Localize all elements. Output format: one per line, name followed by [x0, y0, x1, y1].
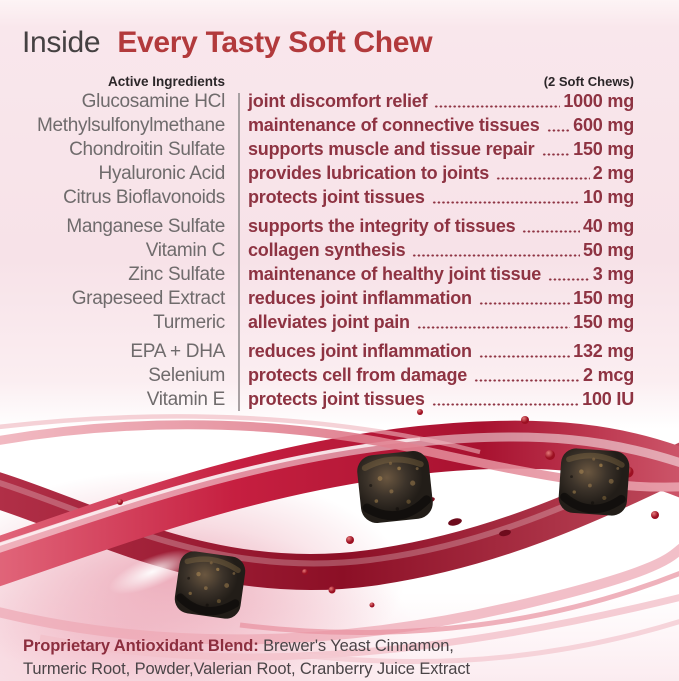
droplet — [370, 603, 375, 608]
ingredient-name: Methylsulfonylmethane — [36, 115, 225, 136]
benefit-cell — [238, 264, 642, 285]
benefit-cell — [238, 341, 642, 362]
column-divider — [238, 93, 240, 411]
benefit-text: reduces joint inflammation — [248, 341, 472, 361]
amount-value: 1000 mg — [563, 91, 634, 111]
ingredient-name: EPA + DHA — [130, 341, 225, 362]
ingredient-row — [0, 115, 642, 139]
ingredient-row — [0, 139, 642, 163]
benefit-text: protects cell from damage — [248, 365, 468, 385]
ingredient-row — [0, 341, 642, 365]
droplet — [417, 409, 423, 415]
ingredient-row — [0, 264, 642, 288]
benefit-cell — [238, 365, 642, 386]
amount-value: 150 mg — [573, 288, 634, 308]
ingredient-row — [0, 240, 642, 264]
ingredient-name: Glucosamine HCl — [81, 91, 225, 112]
amount-value: 3 mg — [592, 264, 634, 284]
ingredient-row — [0, 91, 642, 115]
soft-chew — [558, 447, 631, 516]
benefit-text: collagen synthesis — [248, 240, 406, 260]
ingredient-row — [0, 365, 642, 389]
ingredient-rows — [0, 91, 642, 413]
active-ingredients-header: Active Ingredients — [107, 74, 225, 89]
dots-leader — [522, 230, 580, 233]
benefit-text: protects joint tissues — [248, 389, 425, 409]
benefit-text: supports muscle and tissue repair — [248, 139, 535, 159]
amount-value: 50 mg — [582, 240, 634, 260]
benefit-cell — [238, 187, 642, 208]
benefit-cell — [238, 91, 642, 112]
dots-leader — [434, 105, 560, 108]
amount-value: 2 mcg — [582, 365, 634, 385]
dots-leader — [547, 129, 571, 132]
benefit-text: provides lubrication to joints — [248, 163, 490, 183]
droplet — [117, 499, 123, 505]
dots-leader — [542, 153, 571, 156]
benefit-cell — [238, 216, 642, 237]
amount-value: 2 mg — [592, 163, 634, 183]
amount-value: 100 IU — [582, 389, 634, 409]
title-prefix: Inside — [22, 26, 101, 59]
ingredient-row — [0, 288, 642, 312]
soft-chew — [173, 549, 247, 620]
ingredient-name: Manganese Sulfate — [66, 216, 225, 237]
amount-value: 132 mg — [573, 341, 634, 361]
ingredient-name: Grapeseed Extract — [71, 288, 225, 309]
droplet — [545, 450, 555, 460]
ingredients-table — [0, 74, 642, 413]
benefit-cell — [238, 139, 642, 160]
soft-chew — [356, 449, 435, 524]
dots-leader — [479, 302, 570, 305]
ingredient-row — [0, 216, 642, 240]
ingredient-row — [0, 163, 642, 187]
benefit-cell — [238, 240, 642, 261]
amount-value: 40 mg — [582, 216, 634, 236]
ingredient-row — [0, 187, 642, 211]
benefit-cell — [238, 288, 642, 309]
ingredient-name: Zinc Sulfate — [128, 264, 225, 285]
proprietary-blend-text — [23, 635, 501, 681]
dots-leader — [432, 201, 580, 204]
title-highlight: Every Tasty Soft Chew — [117, 26, 433, 59]
benefit-text: maintenance of healthy joint tissue — [248, 264, 542, 284]
benefit-text: protects joint tissues — [248, 187, 425, 207]
dots-leader — [496, 177, 590, 180]
ingredient-name: Selenium — [148, 365, 225, 386]
amount-value: 150 mg — [573, 312, 634, 332]
droplet — [346, 536, 354, 544]
blend-ingredients: Brewer's Yeast Cinnamon, Turmeric Root, Powder,Valerian Root, Cranberry Juice Extract — [23, 636, 471, 678]
ingredient-name: Vitamin C — [145, 240, 225, 261]
dots-leader — [479, 355, 570, 358]
dots-leader — [548, 278, 590, 281]
benefit-text: supports the integrity of tissues — [248, 216, 516, 236]
ingredient-name: Chondroitin Sulfate — [69, 139, 225, 160]
ingredient-name: Turmeric — [153, 312, 225, 333]
benefit-cell — [238, 115, 642, 136]
benefit-text: joint discomfort relief — [248, 91, 428, 111]
amount-value: 10 mg — [582, 187, 634, 207]
dots-leader — [417, 326, 570, 329]
table-header — [0, 74, 642, 89]
droplet — [651, 511, 659, 519]
page-title — [22, 26, 432, 60]
ingredient-name: Vitamin E — [146, 389, 225, 410]
droplet — [521, 416, 529, 424]
amount-value: 150 mg — [573, 139, 634, 159]
benefit-text: maintenance of connective tissues — [248, 115, 540, 135]
dots-leader — [474, 379, 580, 382]
dots-leader — [412, 254, 580, 257]
benefit-cell — [238, 163, 642, 184]
benefit-cell — [238, 312, 642, 333]
benefit-text: alleviates joint pain — [248, 312, 410, 332]
ingredient-row — [0, 312, 642, 336]
droplet — [329, 587, 336, 594]
serving-size-header: (2 Soft Chews) — [543, 74, 634, 89]
blend-label: Proprietary Antioxidant Blend: — [23, 636, 259, 655]
ingredient-name: Citrus Bioflavonoids — [63, 187, 225, 208]
benefit-text: reduces joint inflammation — [248, 288, 472, 308]
ingredient-name: Hyaluronic Acid — [98, 163, 225, 184]
amount-value: 600 mg — [573, 115, 634, 135]
droplet — [302, 569, 308, 575]
